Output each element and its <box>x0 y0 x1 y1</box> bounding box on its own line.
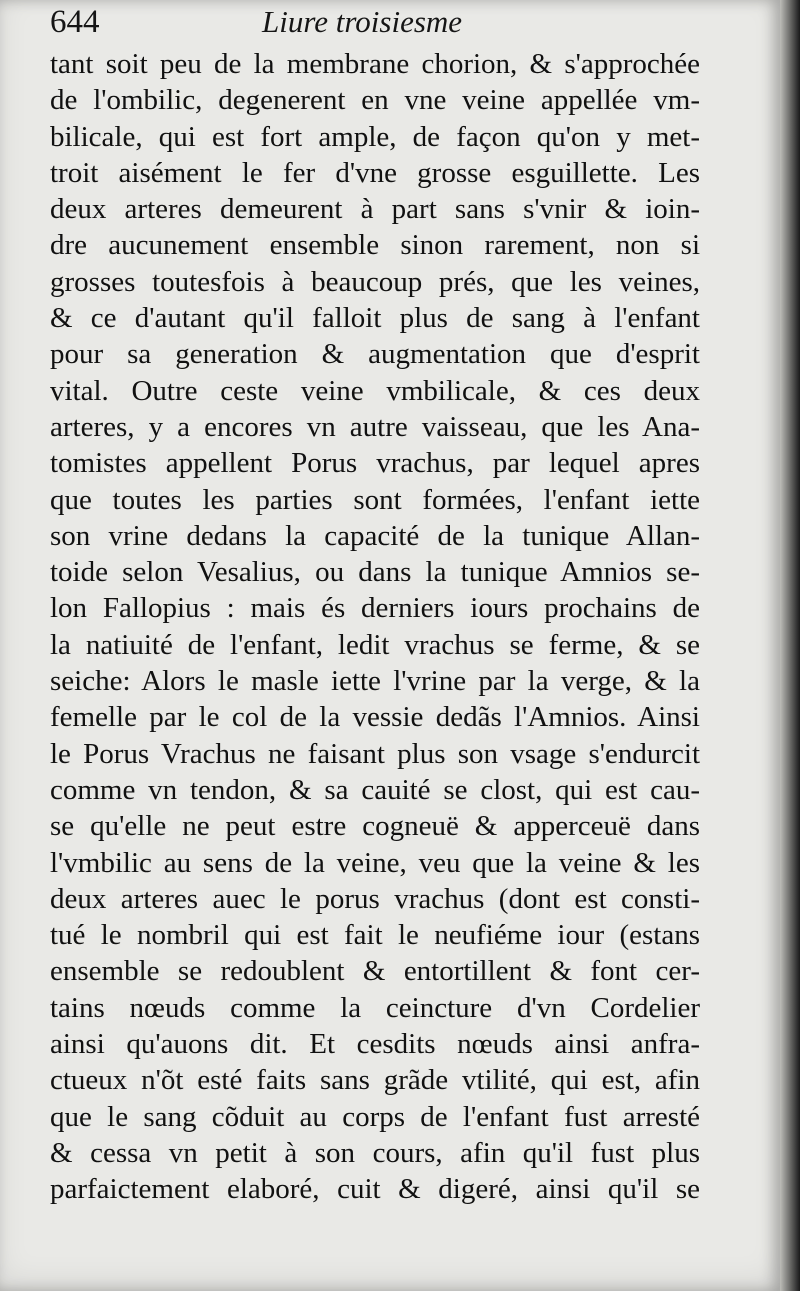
text-line: lon Fallopius : mais és derniers iours prochains de <box>50 592 700 625</box>
text-line: deux arteres demeurent à part sans s'vnir & ioin- <box>50 193 700 226</box>
text-line: la natiuité de l'enfant, ledit vrachus se ferme, & se <box>50 628 700 661</box>
text-line: dre aucunement ensemble sinon rarement, non si <box>50 229 700 262</box>
text-line: tué le nombril qui est fait le neufiéme iour (estans <box>50 919 700 952</box>
text-line: bilicale, qui est fort ample, de façon qu'on y met- <box>50 120 700 153</box>
text-line: troit aisément le fer d'vne grosse esguillette. Les <box>50 156 700 189</box>
text-line: femelle par le col de la vessie dedãs l'Amnios. Ainsi <box>50 701 700 734</box>
text-line: tant soit peu de la membrane chorion, & s'approchée <box>50 48 700 80</box>
text-line: son vrine dedans la capacité de la tunique Allan- <box>50 519 700 552</box>
text-line: tains nœuds comme la ceincture d'vn Cordelier <box>50 991 700 1024</box>
text-line: seiche: Alors le masle iette l'vrine par la verge, & la <box>50 665 700 698</box>
text-line: ensemble se redoublent & entortillent & font cer- <box>50 955 700 988</box>
text-line: que toutes les parties sont formées, l'enfant iette <box>50 483 700 516</box>
text-line: deux arteres auec le porus vrachus (dont est consti- <box>50 882 700 915</box>
text-line: ctueux n'õt esté faits sans grãde vtilité, qui est, afin <box>50 1064 700 1097</box>
page-header <box>50 4 700 44</box>
page-number: 644 <box>50 4 100 40</box>
text-line: vital. Outre ceste veine vmbilicale, & ces deux <box>50 374 700 407</box>
text-line: parfaictement elaboré, cuit & digeré, ainsi qu'il se <box>50 1173 700 1206</box>
text-line: & cessa vn petit à son cours, afin qu'il fust plus <box>50 1136 700 1169</box>
text-line: l'vmbilic au sens de la veine, veu que la veine & les <box>50 846 700 879</box>
body-text <box>50 46 700 1208</box>
text-line: que le sang cõduit au corps de l'enfant fust arresté <box>50 1100 700 1133</box>
text-line: pour sa generation & augmentation que d'esprit <box>50 338 700 371</box>
text-line: se qu'elle ne peut estre cogneuë & apperceuë dans <box>50 810 700 843</box>
page-edge-shadow <box>780 0 800 1291</box>
text-line: de l'ombilic, degenerent en vne veine appellée vm- <box>50 84 700 117</box>
text-line: tomistes appellent Porus vrachus, par lequel apres <box>50 447 700 480</box>
text-line: arteres, y a encores vn autre vaisseau, que les Ana- <box>50 410 700 443</box>
text-line: toide selon Vesalius, ou dans la tunique Amnios se- <box>50 556 700 589</box>
text-line: le Porus Vrachus ne faisant plus son vsage s'endurcit <box>50 737 700 770</box>
text-line: ainsi qu'auons dit. Et cesdits nœuds ainsi anfra- <box>50 1028 700 1061</box>
running-title: Liure troisiesme <box>262 4 463 39</box>
text-line: comme vn tendon, & sa cauité se clost, qui est cau- <box>50 773 700 806</box>
text-line: & ce d'autant qu'il falloit plus de sang à l'enfant <box>50 302 700 335</box>
text-line: grosses toutesfois à beaucoup prés, que les veines, <box>50 265 700 298</box>
